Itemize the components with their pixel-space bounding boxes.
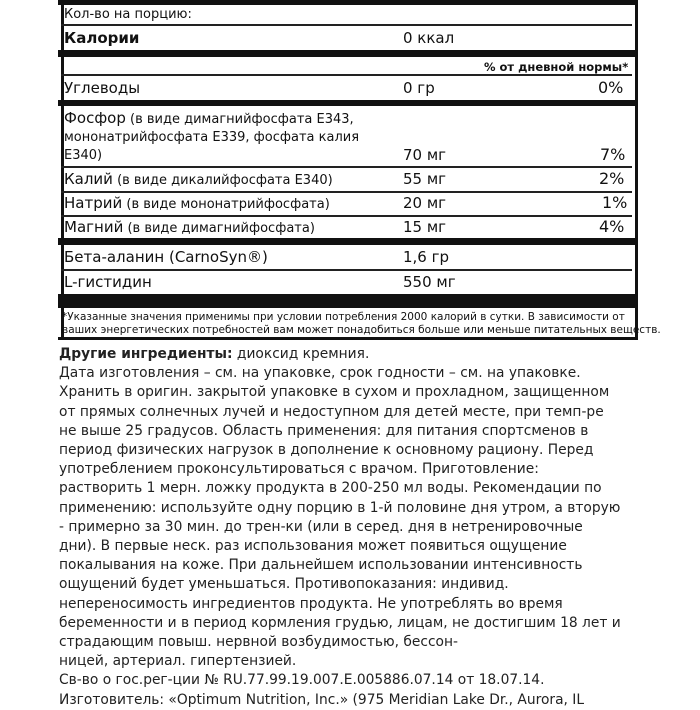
nutrient-amount: 20 мг xyxy=(403,194,447,212)
top-rule xyxy=(58,0,635,5)
other-ingredients-label: Другие ингредиенты: xyxy=(59,346,233,362)
text-line: период физических нагрузок в дополнение к основному рациону. Перед xyxy=(59,442,594,459)
nutrient-name: Магний xyxy=(64,218,124,236)
calories-label: Калории xyxy=(64,29,140,47)
nutrient-amount: 1,6 гр xyxy=(403,248,450,266)
divider xyxy=(61,74,632,76)
nutrient-name: Бета-аланин (CarnoSyn®) xyxy=(64,248,268,266)
text-line: дни). В первые неск. раз использования может появиться ощущение xyxy=(59,538,567,555)
nutrient-dv: 0% xyxy=(598,78,624,97)
nutrient-amount: 55 мг xyxy=(403,170,447,188)
nutrient-dv: 7% xyxy=(600,145,626,164)
divider xyxy=(61,24,632,26)
nutrient-row-phosphorus xyxy=(64,110,354,128)
nutrient-note: мононатрийфосфата Е339, фосфата калия xyxy=(64,130,360,145)
label-bottom-border xyxy=(58,337,635,340)
text-line: непереносимость ингредиентов продукта. Не употреблять во время xyxy=(59,595,563,612)
daily-value-header: % от дневной нормы* xyxy=(484,60,629,74)
divider xyxy=(61,191,632,193)
thick-rule xyxy=(58,100,635,106)
nutrient-dv: 4% xyxy=(599,217,625,236)
text-line: не выше 25 градусов. Область применения: для питания спортсменов в xyxy=(59,422,589,439)
divider xyxy=(61,269,632,271)
divider xyxy=(61,215,632,217)
nutrient-dv: 1% xyxy=(602,193,628,212)
nutrient-note: (в виде мононатрийфосфата) xyxy=(122,197,330,212)
text-line: беременности и в период кормления грудью, лицам, не достигшим 18 лет и xyxy=(59,614,621,631)
nutrient-name: Углеводы xyxy=(64,79,141,97)
text-line: покалывания на коже. При дальнейшем использовании интенсивность xyxy=(59,557,583,574)
nutrient-note: (в виде димагнийфосфата) xyxy=(123,221,315,236)
product-description xyxy=(59,345,639,710)
thick-rule xyxy=(58,50,635,57)
nutrient-amount: 70 мг xyxy=(403,146,447,164)
other-ingredients-text: диоксид кремния. xyxy=(232,346,370,362)
nutrient-name: Фосфор xyxy=(64,109,126,127)
nutrient-dv: 2% xyxy=(599,169,625,188)
ingredients-line xyxy=(59,345,639,364)
nutrient-amount: 550 мг xyxy=(403,273,456,291)
nutrient-name: L-гистидин xyxy=(64,273,152,291)
text-line: Св-во о гос.рег-ции № RU.77.99.19.007.Е.005886.07.14 от 18.07.14. xyxy=(59,672,545,689)
text-line: от прямых солнечных лучей и недоступном для детей месте, при темп-ре xyxy=(59,403,604,420)
nutrient-amount: 0 гр xyxy=(403,79,435,97)
thick-rule xyxy=(58,238,635,245)
serving-per-label: Кол-во на порцию: xyxy=(64,7,192,22)
text-line: применению: используйте одну порцию в 1-й половине дня утром, а вторую xyxy=(59,499,621,516)
text-line: Хранить в оригин. закрытой упаковке в сухом и прохладном, защищенном xyxy=(59,384,610,401)
text-line: страдающим повыш. нервной возбудимостью, бессон- xyxy=(59,634,458,651)
text-line: употреблением проконсультироваться с врачом. Приготовление: xyxy=(59,461,539,478)
nutrient-row-potassium xyxy=(64,171,333,189)
text-line: ницей, артериал. гипертензией. xyxy=(59,653,297,670)
nutrient-amount: 15 мг xyxy=(403,218,447,236)
text-line: - примерно за 30 мин. до трен-ки (или в серед. дня в нетренировочные xyxy=(59,518,583,535)
text-line: ощущений будет уменьшаться. Противопоказания: индивид. xyxy=(59,576,509,593)
nutrient-note: Е340) xyxy=(64,148,103,163)
text-line: Изготовитель: «Optimum Nutrition, Inc.» (975 Meridian Lake Dr., Aurora, IL xyxy=(59,691,585,708)
calories-value: 0 ккал xyxy=(403,29,455,47)
nutrient-row-sodium xyxy=(64,195,330,213)
nutrient-name: Калий xyxy=(64,170,113,188)
nutrient-name: Натрий xyxy=(64,194,123,212)
nutrient-note: (в виде дикалийфосфата Е340) xyxy=(112,173,333,188)
bottom-thick-rule xyxy=(58,294,635,308)
nutrient-row-magnesium xyxy=(64,219,315,237)
nutrient-note: (в виде димагнийфосфата Е343, xyxy=(125,112,354,127)
text-line: Дата изготовления – см. на упаковке, срок годности – см. на упаковке. xyxy=(59,365,581,382)
footnote: ваших энергетических потребностей вам может понадобиться больше или меньше питательных веществ. xyxy=(62,324,661,336)
footnote: *Указанные значения применимы при условии потребления 2000 калорий в сутки. В зависимости от xyxy=(62,311,625,323)
text-line: растворить 1 мерн. ложку продукта в 200-250 мл воды. Рекомендации по xyxy=(59,480,602,497)
divider xyxy=(61,166,632,168)
